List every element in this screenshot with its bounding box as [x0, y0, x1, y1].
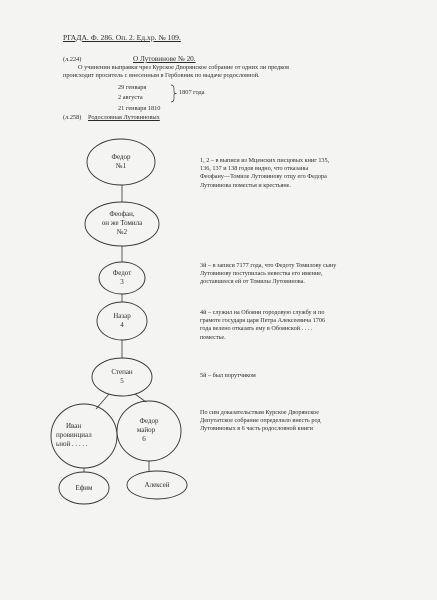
node-stepan-5: Степан 5	[111, 368, 133, 385]
year-group: 1807 года	[179, 89, 205, 96]
case-title: О Лутовинове № 20.	[133, 55, 196, 63]
node-feofan-2: Феофан, он же Томила №2	[101, 210, 143, 236]
note-4: 4й – служил на Обояни городовую службу и по грамоте государя царя Петра Алексеевича 1706 года велено отказать ему в Обоянской . . . . поместье.	[200, 309, 326, 341]
conclusion: По сим доказательствам Курское Дворянское Депутатское собрание определило внесть род Лутовиновых в 6 часть родословной книги	[200, 409, 321, 433]
node-fedot-3: Федот 3	[112, 269, 132, 286]
node-fedor-6: Федор майор 6	[136, 417, 159, 443]
genealogy-title: Родословная Лутовиновых	[88, 114, 160, 121]
note-5: 5й – был порутчиком	[200, 372, 256, 379]
node-nazar-4: Назар 4	[113, 312, 131, 329]
node-efim: Ефим	[75, 484, 93, 492]
archive-reference: РГАДА. Ф. 286. Оп. 2. Ед.хр. № 109.	[63, 33, 181, 42]
date-1: 29 генваря	[118, 84, 147, 91]
node-ivan: Иван провинциал ьной . . . . .	[56, 422, 92, 448]
connector-5-fedor6	[135, 394, 146, 402]
date-2: 2 августа	[118, 94, 143, 101]
sheet-number-224: (л.224)	[63, 56, 82, 63]
case-intro-line2: происходит проситель с внесенным в Гербовник по выдаче родословной.	[63, 72, 260, 79]
node-fedor-1: Федор №1	[111, 153, 131, 170]
sheet-number-258: (л.258)	[63, 114, 82, 121]
note-1-2: 1, 2 – в выписи из Мценских писцовых книг 135, 136, 137 и 138 годов видно, что отказаны Феофану—Томиле Лутовинову отцу его Федора Лутовинова поместья и крестьяне.	[200, 157, 330, 189]
date-3: 21 генваря 1810	[118, 105, 161, 112]
node-aleksey: Алексей	[144, 481, 170, 489]
note-3: 3й – в записи 7177 года, что Федоту Томилову сыну Лутовинову поступилась невестка его имение, доставшееся ей от Томилы Лутовинова.	[200, 262, 337, 286]
case-intro-line1: О учинении выправки чрез Курское Дворянское собрание от одних ли предков	[78, 64, 290, 71]
date-brace	[171, 85, 177, 102]
